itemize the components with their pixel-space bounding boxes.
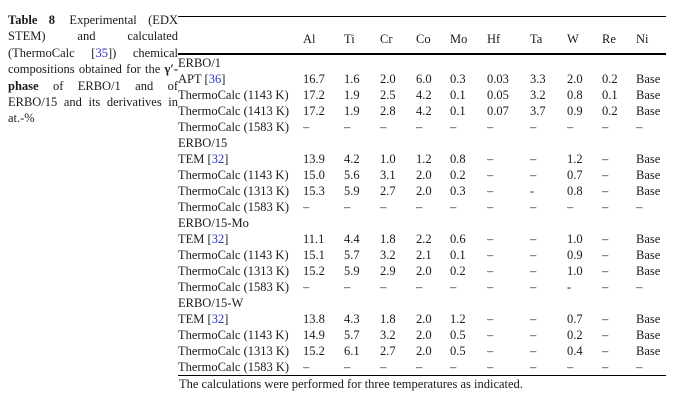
value-cell: – (530, 167, 537, 182)
value-cell: Base (636, 87, 661, 102)
row-label-text: ] (221, 71, 226, 86)
value-cell: – (602, 327, 609, 342)
table-row (178, 119, 666, 135)
row-label (178, 311, 303, 327)
value-cell: – (530, 119, 537, 134)
value-cell: – (487, 311, 494, 326)
value-cell: 1.0 (567, 231, 583, 246)
value-cell: 1.0 (380, 151, 396, 166)
value-cell: Base (636, 103, 661, 118)
value-cell: 15.3 (303, 183, 325, 198)
value-cell: 1.2 (416, 151, 432, 166)
table-row (178, 247, 666, 263)
table-row (178, 327, 666, 343)
value-cell: 0.2 (450, 167, 466, 182)
value-cell: 2.0 (416, 167, 432, 182)
row-label-text: ThermoCalc (1583 K) (178, 199, 290, 214)
value-cell: 3.2 (380, 327, 396, 342)
value-cell: 0.2 (602, 71, 618, 86)
table-caption (8, 12, 178, 127)
value-cell: 2.7 (380, 343, 396, 358)
value-cell: 0.8 (450, 151, 466, 166)
value-cell: – (416, 279, 423, 294)
row-label-text: ThermoCalc (1583 K) (178, 119, 290, 134)
value-cell: 0.1 (602, 87, 618, 102)
value-cell: 0.1 (450, 247, 466, 262)
value-cell: – (344, 119, 351, 134)
section-row (178, 54, 666, 71)
row-label-text: TEM [ (178, 151, 212, 166)
value-cell: – (530, 247, 537, 262)
value-cell: – (530, 231, 537, 246)
row-label (178, 151, 303, 167)
value-cell: – (380, 359, 387, 374)
value-cell: 2.0 (416, 263, 432, 278)
value-cell: 2.0 (416, 311, 432, 326)
value-cell: – (530, 151, 537, 166)
row-label-text: ThermoCalc (1143 K) (178, 247, 289, 262)
row-label-text: ThermoCalc (1583 K) (178, 279, 290, 294)
value-cell: 2.7 (380, 183, 396, 198)
value-cell: 2.0 (380, 71, 396, 86)
value-cell: – (416, 199, 423, 214)
section-row (178, 215, 666, 231)
row-label-text: ThermoCalc (1143 K) (178, 167, 289, 182)
row-label-text: APT [ (178, 71, 209, 86)
value-cell: 16.7 (303, 71, 325, 86)
value-cell: 0.6 (450, 231, 466, 246)
row-label (178, 327, 303, 343)
column-header-al: Al (303, 17, 344, 55)
value-cell: 6.0 (416, 71, 432, 86)
table-footnote: The calculations were performed for three temperatures as indicated. (179, 377, 523, 391)
value-cell: 4.2 (344, 151, 360, 166)
column-header-ti: Ti (344, 17, 380, 55)
section-label: ERBO/15-W (178, 295, 244, 310)
value-cell: – (602, 183, 609, 198)
row-label-text: TEM [ (178, 311, 212, 326)
value-cell: 2.2 (416, 231, 432, 246)
value-cell: – (636, 279, 643, 294)
value-cell: 0.9 (567, 247, 583, 262)
value-cell: Base (636, 247, 661, 262)
section-label: ERBO/1 (178, 55, 222, 70)
value-cell: 2.0 (416, 343, 432, 358)
value-cell: 2.0 (416, 327, 432, 342)
value-cell: – (380, 199, 387, 214)
value-cell: - (530, 183, 535, 198)
citation-ref-35[interactable]: 35 (95, 45, 108, 60)
value-cell: – (530, 327, 537, 342)
table-row (178, 103, 666, 119)
value-cell: – (530, 343, 537, 358)
row-label-text: ThermoCalc (1143 K) (178, 327, 289, 342)
value-cell: 0.7 (567, 311, 583, 326)
value-cell: 5.9 (344, 263, 360, 278)
column-header-w: W (567, 17, 602, 55)
column-header-co: Co (416, 17, 450, 55)
value-cell: 3.1 (380, 167, 396, 182)
value-cell: – (567, 119, 574, 134)
value-cell: – (602, 199, 609, 214)
value-cell: Base (636, 231, 661, 246)
row-label-text: ] (224, 311, 229, 326)
header-row (178, 17, 666, 55)
header-empty-cell (178, 17, 303, 55)
table-row (178, 263, 666, 279)
value-cell: – (450, 119, 457, 134)
value-cell: 3.7 (530, 103, 546, 118)
value-cell: – (303, 199, 310, 214)
value-cell: 14.9 (303, 327, 325, 342)
value-cell: – (487, 327, 494, 342)
value-cell: 1.0 (567, 263, 583, 278)
value-cell: 1.2 (567, 151, 583, 166)
value-cell: – (344, 199, 351, 214)
value-cell: 2.1 (416, 247, 432, 262)
value-cell: 1.8 (380, 311, 396, 326)
value-cell: 5.7 (344, 327, 360, 342)
value-cell: – (530, 359, 537, 374)
value-cell: - (567, 279, 572, 294)
column-header-cr: Cr (380, 17, 416, 55)
value-cell: – (602, 151, 609, 166)
row-label-text: ThermoCalc (1583 K) (178, 359, 290, 374)
table-row (178, 231, 666, 247)
table-row (178, 359, 666, 376)
value-cell: 0.1 (450, 103, 466, 118)
row-label (178, 359, 303, 376)
value-cell: 0.07 (487, 103, 509, 118)
value-cell: – (450, 359, 457, 374)
value-cell: 15.2 (303, 263, 325, 278)
value-cell: 4.4 (344, 231, 360, 246)
value-cell: 5.7 (344, 247, 360, 262)
value-cell: 17.2 (303, 87, 325, 102)
value-cell: 13.9 (303, 151, 325, 166)
section-row (178, 135, 666, 151)
value-cell: 0.05 (487, 87, 509, 102)
value-cell: – (303, 359, 310, 374)
value-cell: – (602, 343, 609, 358)
value-cell: 3.3 (530, 71, 546, 86)
value-cell: – (567, 359, 574, 374)
row-label (178, 279, 303, 295)
column-header-ni: Ni (636, 17, 666, 55)
column-header-mo: Mo (450, 17, 487, 55)
value-cell: – (344, 359, 351, 374)
value-cell: 2.0 (567, 71, 583, 86)
value-cell: 0.5 (450, 327, 466, 342)
value-cell: – (530, 263, 537, 278)
value-cell: 2.5 (380, 87, 396, 102)
section-label: ERBO/15 (178, 135, 228, 150)
value-cell: 11.1 (303, 231, 325, 246)
value-cell: – (636, 119, 643, 134)
value-cell: 2.8 (380, 103, 396, 118)
value-cell: 3.2 (380, 247, 396, 262)
value-cell: – (487, 247, 494, 262)
value-cell: 4.2 (416, 103, 432, 118)
value-cell: 0.4 (567, 343, 583, 358)
section-label: ERBO/15-Mo (178, 215, 249, 230)
table-container (178, 16, 666, 376)
value-cell: – (487, 359, 494, 374)
value-cell: – (602, 119, 609, 134)
row-label-text: ThermoCalc (1313 K) (178, 263, 290, 278)
row-label (178, 231, 303, 247)
value-cell: – (487, 263, 494, 278)
composition-table (178, 16, 666, 376)
table-row (178, 167, 666, 183)
table-row (178, 343, 666, 359)
value-cell: – (303, 119, 310, 134)
value-cell: – (487, 167, 494, 182)
value-cell: 1.6 (344, 71, 360, 86)
value-cell: – (487, 199, 494, 214)
value-cell: – (602, 279, 609, 294)
value-cell: Base (636, 327, 661, 342)
table-row (178, 279, 666, 295)
value-cell: 1.9 (344, 103, 360, 118)
table-row (178, 87, 666, 103)
value-cell: – (450, 279, 457, 294)
value-cell: Base (636, 343, 661, 358)
section-row (178, 295, 666, 311)
citation-ref-32[interactable]: 32 (211, 231, 225, 246)
table-body (178, 54, 666, 376)
value-cell: – (487, 343, 494, 358)
value-cell: Base (636, 263, 661, 278)
value-cell: – (487, 119, 494, 134)
caption-phase-term: γ′-phase (8, 62, 178, 93)
value-cell: 0.2 (602, 103, 618, 118)
value-cell: – (602, 167, 609, 182)
row-label-text: TEM [ (178, 231, 212, 246)
value-cell: 0.8 (567, 183, 583, 198)
value-cell: – (530, 279, 537, 294)
value-cell: 0.9 (567, 103, 583, 118)
value-cell: – (602, 247, 609, 262)
value-cell: 0.3 (450, 71, 466, 86)
row-label-text: ThermoCalc (1143 K) (178, 87, 289, 102)
column-header-hf: Hf (487, 17, 530, 55)
value-cell: 0.1 (450, 87, 466, 102)
value-cell: 2.9 (380, 263, 396, 278)
row-label-text: ] (224, 151, 229, 166)
table-row (178, 151, 666, 167)
caption-text-2: ]) chemical compositions obtained for the (8, 45, 178, 77)
row-label (178, 167, 303, 183)
caption-text-1: Experimental (EDX STEM) and calculated (ThermoCalc [ (8, 13, 178, 60)
value-cell: Base (636, 151, 661, 166)
value-cell: 1.8 (380, 231, 396, 246)
row-label-text: ThermoCalc (1313 K) (178, 343, 290, 358)
value-cell: 15.1 (303, 247, 325, 262)
value-cell: – (530, 199, 537, 214)
value-cell: 1.9 (344, 87, 360, 102)
row-label (178, 103, 303, 119)
caption-table-number: Table 8 (8, 13, 56, 27)
value-cell: – (602, 263, 609, 278)
value-cell: Base (636, 167, 661, 182)
row-label (178, 247, 303, 263)
row-label-text: ThermoCalc (1313 K) (178, 183, 290, 198)
table-row (178, 71, 666, 87)
value-cell: 3.2 (530, 87, 546, 102)
value-cell: – (487, 279, 494, 294)
value-cell: 4.3 (344, 311, 360, 326)
citation-ref-36[interactable]: 36 (208, 71, 222, 86)
value-cell: 1.2 (450, 311, 466, 326)
value-cell: 5.6 (344, 167, 360, 182)
row-label (178, 87, 303, 103)
value-cell: 0.7 (567, 167, 583, 182)
value-cell: Base (636, 183, 661, 198)
row-label-text: ] (224, 231, 229, 246)
value-cell: – (567, 199, 574, 214)
row-label (178, 199, 303, 215)
column-header-re: Re (602, 17, 636, 55)
value-cell: – (380, 119, 387, 134)
value-cell: – (344, 279, 351, 294)
value-cell: – (602, 359, 609, 374)
value-cell: 0.2 (450, 263, 466, 278)
value-cell: Base (636, 71, 661, 86)
row-label-text: ThermoCalc (1413 K) (178, 103, 290, 118)
value-cell: – (416, 119, 423, 134)
value-cell: 13.8 (303, 311, 325, 326)
value-cell: 15.0 (303, 167, 325, 182)
row-label (178, 343, 303, 359)
value-cell: 17.2 (303, 103, 325, 118)
value-cell: – (636, 359, 643, 374)
value-cell: 0.2 (567, 327, 583, 342)
value-cell: 0.3 (450, 183, 466, 198)
value-cell: 0.8 (567, 87, 583, 102)
value-cell: 0.5 (450, 343, 466, 358)
citation-ref-32[interactable]: 32 (211, 151, 225, 166)
value-cell: 4.2 (416, 87, 432, 102)
table-row (178, 199, 666, 215)
row-label (178, 263, 303, 279)
value-cell: – (380, 279, 387, 294)
column-header-ta: Ta (530, 17, 567, 55)
caption-text-3: of ERBO/1 and of ERBO/15 and its derivatives in at.-% (8, 78, 178, 126)
value-cell: 2.0 (416, 183, 432, 198)
value-cell: – (303, 279, 310, 294)
value-cell: – (487, 231, 494, 246)
value-cell: – (450, 199, 457, 214)
value-cell: – (487, 183, 494, 198)
value-cell: 0.03 (487, 71, 509, 86)
value-cell: – (602, 311, 609, 326)
value-cell: – (636, 199, 643, 214)
row-label (178, 119, 303, 135)
value-cell: – (530, 311, 537, 326)
value-cell: – (487, 151, 494, 166)
table-row (178, 311, 666, 327)
row-label (178, 183, 303, 199)
table-row (178, 183, 666, 199)
value-cell: 6.1 (344, 343, 360, 358)
value-cell: 5.9 (344, 183, 360, 198)
value-cell: Base (636, 311, 661, 326)
citation-ref-32[interactable]: 32 (211, 311, 225, 326)
value-cell: – (602, 231, 609, 246)
value-cell: – (416, 359, 423, 374)
value-cell: 15.2 (303, 343, 325, 358)
row-label (178, 71, 303, 87)
